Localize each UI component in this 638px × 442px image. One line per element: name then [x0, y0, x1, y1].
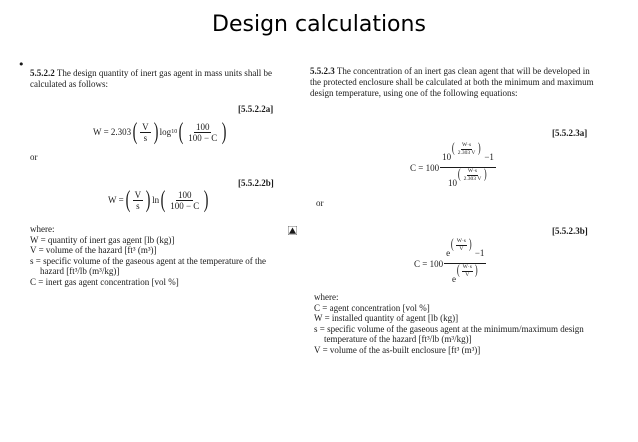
section-text: The design quantity of inert gas agent in mass units shall be calculated as follows:: [30, 68, 273, 89]
where-item: C = agent concentration [vol %]: [314, 302, 430, 313]
v-over-s: $\frac{V}{s}$: [142, 121, 149, 143]
section-text: The concentration of an inert gas clean agent that will be developed in the protected enclosure shall be calculated at both the minimum and maximum design temperature, using one of the following equations:: [310, 66, 594, 98]
where-label: where:: [314, 292, 339, 302]
where-label: where:: [30, 224, 55, 234]
ln-fn: ln: [152, 195, 160, 205]
eq-lhs: W = 2.303: [93, 127, 132, 137]
concentration-ratio: $\frac{100}{100 - C}$: [188, 121, 218, 143]
where-item: V = volume of the hazard [ft³ (m³)]: [30, 245, 157, 255]
equation-5-5-2-3b: [414, 238, 487, 289]
bullet-marker: •: [18, 58, 25, 71]
page-title: Design calculations: [212, 12, 426, 37]
equation-ref-5-5-2-3a: [5.5.2.3a]: [552, 128, 588, 138]
where-item: s = specific volume of the gaseous agent at the minimum/maximum design temperature of the hazard [ft³/lb (m³/kg)]: [314, 323, 584, 344]
where-item: W = installed quantity of agent [lb (kg)]: [314, 313, 459, 323]
equation-ref-5-5-2-3b: [5.5.2.3b]: [552, 226, 588, 236]
where-item: s = specific volume of the gaseous agent at the temperature of the hazard [ft³/lb (m³/kg)]: [30, 255, 266, 276]
revision-delta-icon: [288, 226, 297, 235]
where-item: C = inert gas agent concentration [vol %]: [30, 276, 179, 287]
eq-lhs: W =: [108, 195, 124, 205]
section-number: 5.5.2.3: [310, 66, 335, 76]
equation-5-5-2-2b: W = ( $\frac{V}{s}$ ) ln ( $\frac{100}{100 - C}$ ): [108, 187, 209, 213]
equation-5-5-2-2a: W = 2.303 ( $\frac{V}{s}$ ) log 10 ( $\frac{100}{100 - C}$ ): [93, 119, 227, 145]
exponential-ratio: e ( $\frac{W\cdot s}{V}$ ) −1 e ( $\frac{W\cdot s}{V}$ ): [446, 237, 485, 284]
where-item: W = quantity of inert gas agent [lb (kg)]: [30, 234, 175, 245]
equation-ref-5-5-2-2a: [5.5.2.2a]: [238, 104, 274, 114]
eq-lhs: C = 100: [414, 258, 444, 269]
v-over-s: $\frac{V}{s}$: [134, 189, 142, 211]
where-item: V = volume of the as-built enclosure [ft³ (m³)]: [314, 344, 481, 355]
or-label-right: or: [316, 198, 324, 208]
log-fn: log: [159, 127, 172, 137]
section-5-5-2-3: [310, 66, 600, 99]
equation-ref-5-5-2-2b: [5.5.2.2b]: [238, 178, 274, 188]
section-5-5-2-2-intro: [30, 68, 280, 90]
section-5-5-2-2: [30, 68, 280, 90]
section-number: 5.5.2.2: [30, 68, 55, 78]
where-list-right: [314, 292, 604, 355]
or-label-left: or: [30, 152, 38, 162]
equation-5-5-2-3a: [410, 142, 497, 193]
concentration-ratio: $\frac{100}{100 - C}$: [170, 189, 200, 211]
where-list-left: [30, 224, 282, 287]
exponential-ratio: 10 ( $\frac{W\cdot s}{2.303 V}$ ) −1 10 ( $\frac{W\cdot s}{2.303 V}$ ): [442, 141, 494, 188]
eq-lhs: C = 100: [410, 162, 440, 173]
section-5-5-2-3-intro: [310, 66, 600, 99]
